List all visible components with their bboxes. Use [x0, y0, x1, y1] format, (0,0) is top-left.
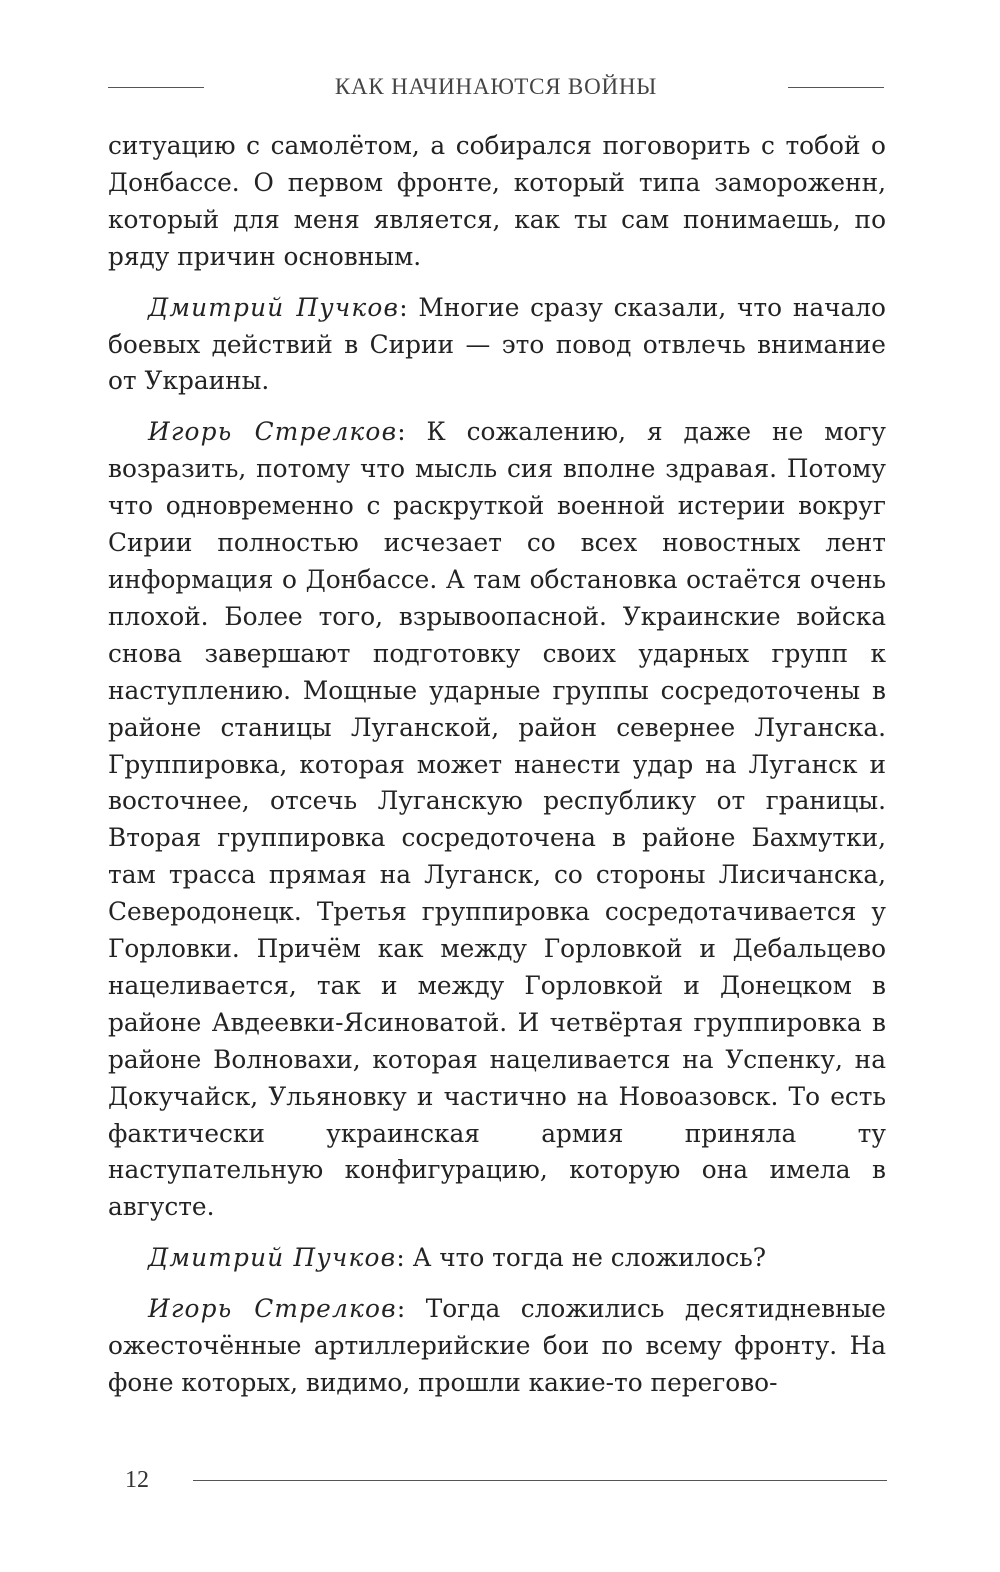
speaker-name: Игорь Стрелков	[148, 417, 398, 447]
paragraph-text: ситуацию с самолётом, а собирался поговорить с тобой о Донбассе. О первом фронте, который типа замороженн, который для меня является, как ты сам понимаешь, по ряду причин основным.	[108, 131, 886, 271]
paragraph	[108, 414, 886, 1226]
speaker-colon: :	[397, 417, 427, 447]
paragraph	[108, 128, 886, 276]
paragraph-text: А что тогда не сложилось?	[412, 1243, 767, 1273]
speaker-name: Дмитрий Пучков	[148, 292, 400, 322]
running-header	[108, 70, 884, 104]
paragraph-text: Многие сразу сказали, что начало боевых действий в Сирии — это повод отвлечь внимание от Украины.	[108, 292, 886, 396]
paragraph	[108, 1291, 886, 1402]
speaker-colon: :	[399, 292, 419, 322]
paragraph	[108, 290, 886, 401]
running-title: КАК НАЧИНАЮТСЯ ВОЙНЫ	[334, 74, 658, 99]
footer-rule	[193, 1480, 887, 1481]
speaker-colon: :	[396, 1243, 413, 1273]
header-rule-right	[788, 87, 884, 88]
paragraph	[108, 1240, 886, 1277]
paragraph-text: Тогда сложились десятидневные ожесточённые артиллерийские бои по всему фронту. На фоне которых, видимо, прошли какие-то перегово-	[108, 1294, 886, 1397]
speaker-name: Игорь Стрелков	[148, 1294, 397, 1324]
body-text	[108, 128, 886, 1402]
header-rule-left	[108, 87, 204, 88]
page-number: 12	[125, 1466, 149, 1493]
speaker-colon: :	[396, 1294, 426, 1324]
page-footer	[125, 1465, 887, 1495]
paragraph-text: К сожалению, я даже не могу возразить, потому что мысль сия вполне здравая. Потому что одновременно с раскруткой военной истерии вокруг Сирии полностью исчезает со всех новостных лент информация о Донбассе. А там обстановка остаётся очень плохой. Более того, взрывоопасной. Украинские войска снова завершают подготовку своих ударных групп к наступлению. Мощные ударные группы сосредоточены в районе станицы Луганской, район севернее Луганска. Группировка, которая может нанести удар на Луганск и восточнее, отсечь Луганскую республику от границы. Вторая группировка сосредоточена в районе Бахмутки, там трасса прямая на Луганск, со стороны Лисичанска, Северодонецк. Третья группировка сосредотачивается у Горловки. Причём как между Горловкой и Дебальцево нацеливается, так и между Горловкой и Донецком в районе Авдеевки-Ясиноватой. И четвёртая группировка в районе Волновахи, которая нацеливается на Успенку, на Докучайск, Ульяновку и частично на Новоазовск. То есть фактически украинская армия приняла ту наступательную конфигурацию, которую она имела в августе.	[108, 417, 886, 1222]
speaker-name: Дмитрий Пучков	[148, 1243, 397, 1273]
